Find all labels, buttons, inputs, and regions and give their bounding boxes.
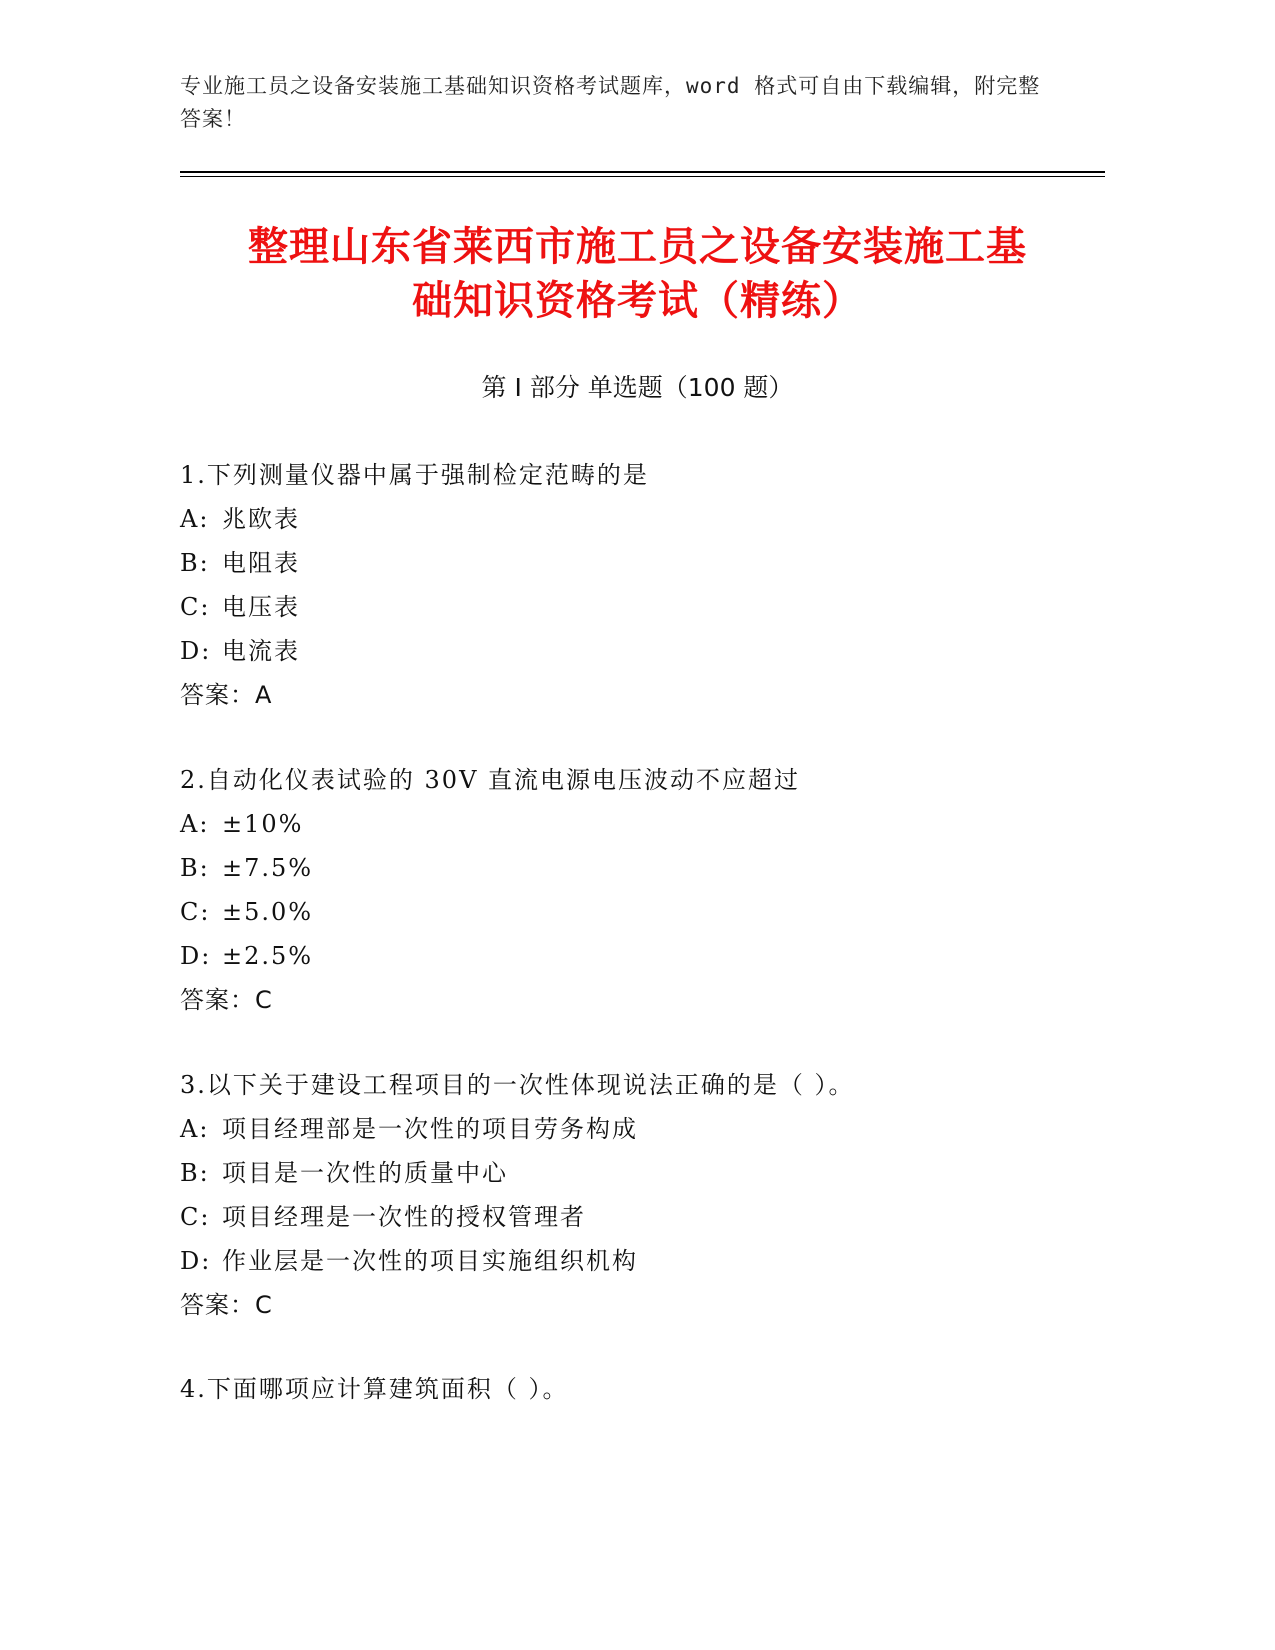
option-a — [180, 1107, 1130, 1151]
option-c — [180, 890, 1130, 934]
option-letter: D: — [180, 942, 212, 970]
option-b — [180, 541, 1130, 585]
option-c — [180, 585, 1130, 629]
answer-value: C — [255, 986, 273, 1014]
option-text: ±7.5% — [222, 854, 314, 882]
option-text: 电压表 — [222, 593, 300, 621]
option-letter: A: — [180, 810, 210, 838]
option-text: 兆欧表 — [222, 505, 300, 533]
answer-value: C — [255, 1291, 273, 1319]
section-title: 第 I 部分 单选题（100 题） — [481, 373, 794, 402]
document-title — [150, 220, 1125, 328]
answer-label: 答案： — [180, 1291, 255, 1319]
question-1 — [180, 453, 1130, 717]
header-divider-thick — [180, 171, 1105, 173]
option-b — [180, 846, 1130, 890]
option-letter: C: — [180, 593, 211, 621]
option-letter: C: — [180, 1203, 211, 1231]
option-letter: C: — [180, 898, 211, 926]
question-stem: 4.下面哪项应计算建筑面积（ ）。 — [180, 1375, 569, 1403]
question-3 — [180, 1063, 1130, 1327]
option-letter: A: — [180, 1115, 210, 1143]
option-text: 电阻表 — [222, 549, 300, 577]
option-text: ±5.0% — [222, 898, 314, 926]
question-stem: 2.自动化仪表试验的 30V 直流电源电压波动不应超过 — [180, 766, 801, 794]
header-note: 专业施工员之设备安装施工基础知识资格考试题库，word 格式可自由下载编辑，附完整答案！ — [180, 74, 1041, 131]
question-stem: 3.以下关于建设工程项目的一次性体现说法正确的是（ ）。 — [180, 1071, 855, 1099]
option-text: 作业层是一次性的项目实施组织机构 — [222, 1247, 638, 1275]
option-letter: D: — [180, 637, 212, 665]
answer — [180, 673, 1130, 717]
document-title-line-1: 整理山东省莱西市施工员之设备安装施工基 — [248, 224, 1027, 270]
option-letter: B: — [180, 854, 210, 882]
option-b — [180, 1151, 1130, 1195]
answer-label: 答案： — [180, 681, 255, 709]
option-text: 项目经理是一次性的授权管理者 — [222, 1203, 586, 1231]
question-stem: 1.下列测量仪器中属于强制检定范畴的是 — [180, 461, 649, 489]
option-a — [180, 802, 1130, 846]
option-text: 项目经理部是一次性的项目劳务构成 — [222, 1115, 638, 1143]
document-title-line-2: 础知识资格考试（精练） — [412, 278, 863, 324]
question-2 — [180, 758, 1130, 1022]
option-d — [180, 629, 1130, 673]
option-letter: B: — [180, 1159, 210, 1187]
answer — [180, 978, 1130, 1022]
option-text: ±10% — [222, 810, 304, 838]
answer-label: 答案： — [180, 986, 255, 1014]
question-4 — [180, 1367, 1130, 1411]
option-c — [180, 1195, 1130, 1239]
answer — [180, 1283, 1130, 1327]
option-text: 项目是一次性的质量中心 — [222, 1159, 508, 1187]
option-text: 电流表 — [222, 637, 300, 665]
answer-value: A — [255, 681, 273, 709]
option-d — [180, 934, 1130, 978]
header-divider-thin — [180, 176, 1105, 177]
option-letter: D: — [180, 1247, 212, 1275]
option-letter: B: — [180, 549, 210, 577]
option-letter: A: — [180, 505, 210, 533]
option-text: ±2.5% — [222, 942, 314, 970]
option-d — [180, 1239, 1130, 1283]
option-a — [180, 497, 1130, 541]
